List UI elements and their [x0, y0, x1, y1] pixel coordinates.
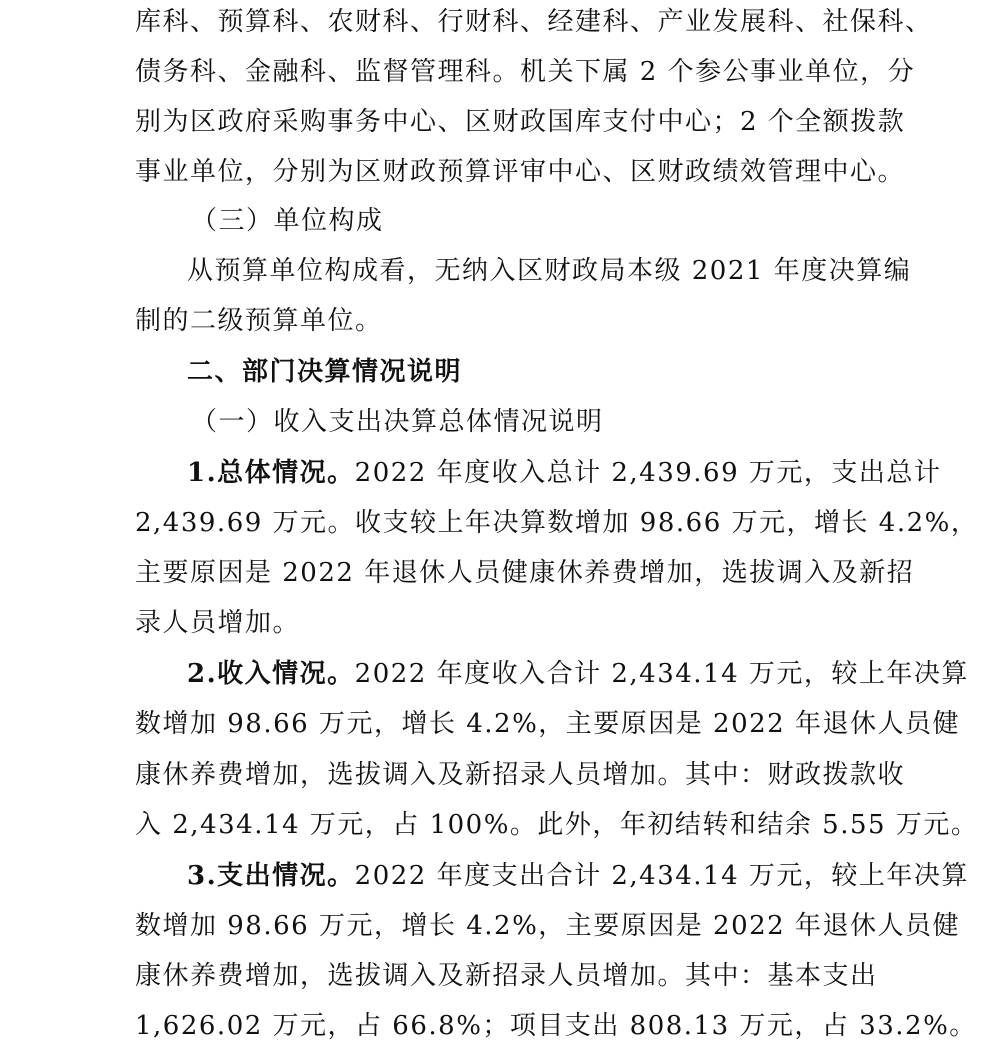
paragraph-first-line	[187, 457, 941, 489]
paragraph-first-line	[187, 658, 969, 690]
overall-label: 1.总体情况。	[187, 458, 355, 488]
body-text-line: 康休养费增加，选拔调入及新招录人员增加。其中：财政拨款收	[135, 760, 906, 790]
income-text: 2022 年度收入合计 2,434.14 万元，较上年决算	[354, 659, 969, 689]
expense-text: 2022 年度支出合计 2,434.14 万元，较上年决算	[354, 861, 969, 891]
body-text-line: 2,439.69 万元。收支较上年决算数增加 98.66 万元，增长 4.2%，	[135, 508, 979, 538]
body-text-line: 数增加 98.66 万元，增长 4.2%，主要原因是 2022 年退休人员健	[135, 911, 960, 941]
body-text-line: 制的二级预算单位。	[135, 306, 383, 336]
body-text-line: 主要原因是 2022 年退休人员健康休养费增加，选拔调入及新招	[135, 558, 915, 588]
body-text-line: 入 2,434.14 万元，占 100%。此外，年初结转和结余 5.55 万元。	[135, 810, 979, 840]
body-text-line: 债务科、金融科、监督管理科。机关下属 2 个参公事业单位，分	[135, 57, 916, 87]
body-text-line: 从预算单位构成看，无纳入区财政局本级 2021 年度决算编	[187, 256, 912, 286]
body-text-line: 康休养费增加，选拔调入及新招录人员增加。其中：基本支出	[135, 961, 878, 991]
subheading-unit-composition: （三）单位构成	[191, 206, 384, 236]
subheading-income-expense: （一）收入支出决算总体情况说明	[191, 407, 604, 437]
income-label: 2.收入情况。	[187, 659, 355, 689]
body-text-line: 别为区政府采购事务中心、区财政国库支付中心；2 个全额拨款	[135, 107, 906, 137]
body-text-line: 录人员增加。	[135, 608, 301, 638]
body-text-line: 事业单位，分别为区财政预算评审中心、区财政绩效管理中心。	[135, 157, 906, 187]
expense-label: 3.支出情况。	[187, 861, 355, 891]
section-heading: 二、部门决算情况说明	[187, 357, 463, 387]
paragraph-first-line	[187, 860, 969, 892]
body-text-line: 1,626.02 万元，占 66.8%；项目支出 808.13 万元，占 33.2%。	[135, 1011, 977, 1041]
overall-text: 2022 年度收入总计 2,439.69 万元，支出总计	[354, 458, 942, 488]
body-text-line: 库科、预算科、农财科、行财科、经建科、产业发展科、社保科、	[135, 7, 933, 37]
body-text-line: 数增加 98.66 万元，增长 4.2%，主要原因是 2022 年退休人员健	[135, 709, 960, 739]
